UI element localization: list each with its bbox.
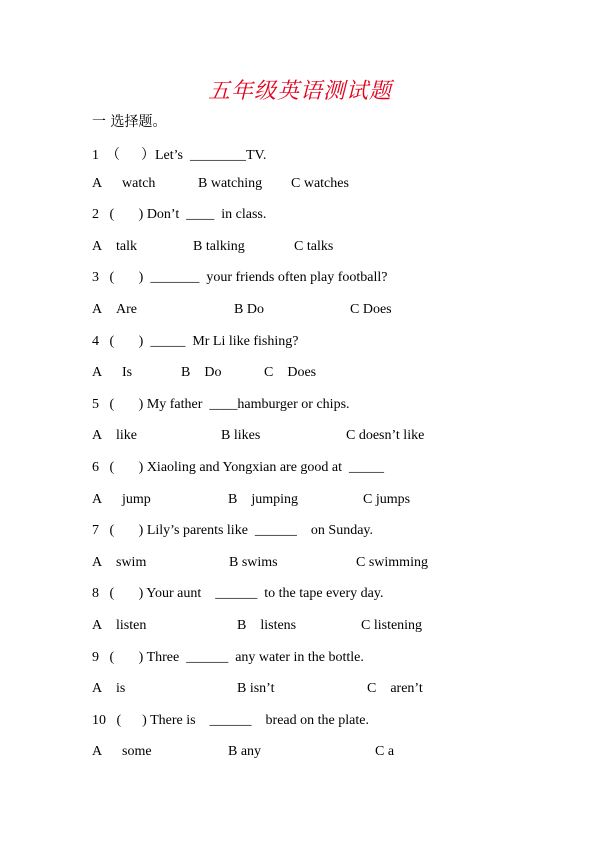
option-d: C listening <box>361 618 423 633</box>
option-d: C doesn’t like <box>346 428 425 444</box>
option-c: B watching <box>198 175 263 191</box>
options-1 <box>0 176 600 198</box>
option-d: C swimming <box>356 554 428 570</box>
option-c: B likes <box>221 428 261 444</box>
option-b: listen <box>116 618 147 633</box>
option-c: B talking <box>193 238 245 254</box>
question-text: 3 ( ) _______ your friends often play football? <box>92 270 388 286</box>
option-c: B listens <box>237 618 297 633</box>
question-text: 6 ( ) Xiaoling and Yongxian are good at _____ <box>92 460 385 475</box>
option-letter: A <box>92 618 103 633</box>
options-8 <box>0 618 600 640</box>
option-c: B any <box>228 744 262 760</box>
option-letter: A <box>92 175 103 191</box>
option-b: like <box>116 428 137 444</box>
question-text: 7 ( ) Lily’s parents like ______ on Sunday. <box>92 523 374 539</box>
option-letter: A <box>92 428 103 444</box>
option-letter: A <box>92 491 103 507</box>
option-b: talk <box>116 238 137 254</box>
option-c: B isn’t <box>237 681 275 697</box>
option-d: C watches <box>291 175 349 191</box>
question-text: 4 ( ) _____ Mr Li like fishing? <box>92 333 299 349</box>
option-b: swim <box>116 554 147 570</box>
option-d: C Does <box>350 302 392 317</box>
question-10 <box>0 713 600 735</box>
options-3 <box>0 302 600 324</box>
option-b: Is <box>122 365 133 381</box>
option-letter: A <box>92 238 103 254</box>
options-9 <box>0 681 600 703</box>
options-4 <box>0 365 600 387</box>
question-1 <box>0 144 600 166</box>
page-title: 五年级英语测试题 <box>207 79 392 104</box>
options-7 <box>0 555 600 577</box>
option-c: B Do <box>181 365 222 381</box>
option-letter: A <box>92 744 103 760</box>
option-b: some <box>122 744 152 760</box>
question-3 <box>0 270 600 292</box>
option-letter: A <box>92 365 103 381</box>
question-5 <box>0 397 600 419</box>
question-8 <box>0 586 600 608</box>
option-d: C jumps <box>363 491 411 507</box>
options-5 <box>0 428 600 450</box>
question-6 <box>0 460 600 482</box>
question-4 <box>0 334 600 356</box>
option-d: C a <box>375 744 395 760</box>
option-b: watch <box>122 175 156 191</box>
section-heading: 一 选择题。 <box>92 114 167 130</box>
option-letter: A <box>92 302 103 317</box>
question-text: 8 ( ) Your aunt ______ to the tape every day. <box>92 586 384 602</box>
options-2 <box>0 239 600 261</box>
option-b: jump <box>122 491 151 507</box>
question-text: 5 ( ) My father ____hamburger or chips. <box>92 396 350 412</box>
option-letter: A <box>92 681 103 697</box>
option-c: B swims <box>229 554 278 570</box>
question-2 <box>0 207 600 229</box>
option-d: C Does <box>264 365 317 381</box>
option-letter: A <box>92 554 103 570</box>
question-text: 10 ( ) There is ______ bread on the plate. <box>92 712 369 728</box>
question-9 <box>0 650 600 672</box>
option-d: C aren’t <box>367 681 423 697</box>
question-7 <box>0 523 600 545</box>
options-10 <box>0 744 600 766</box>
option-c: B jumping <box>228 491 299 507</box>
option-b: Are <box>116 302 137 317</box>
option-b: is <box>116 681 126 697</box>
question-text: 1 （ ）Let’s ________TV. <box>92 148 267 163</box>
question-text: 9 ( ) Three ______ any water in the bottle. <box>92 649 364 665</box>
option-d: C talks <box>294 238 334 254</box>
question-text: 2 ( ) Don’t ____ in class. <box>92 207 267 223</box>
options-6 <box>0 492 600 514</box>
option-c: B Do <box>234 302 264 317</box>
